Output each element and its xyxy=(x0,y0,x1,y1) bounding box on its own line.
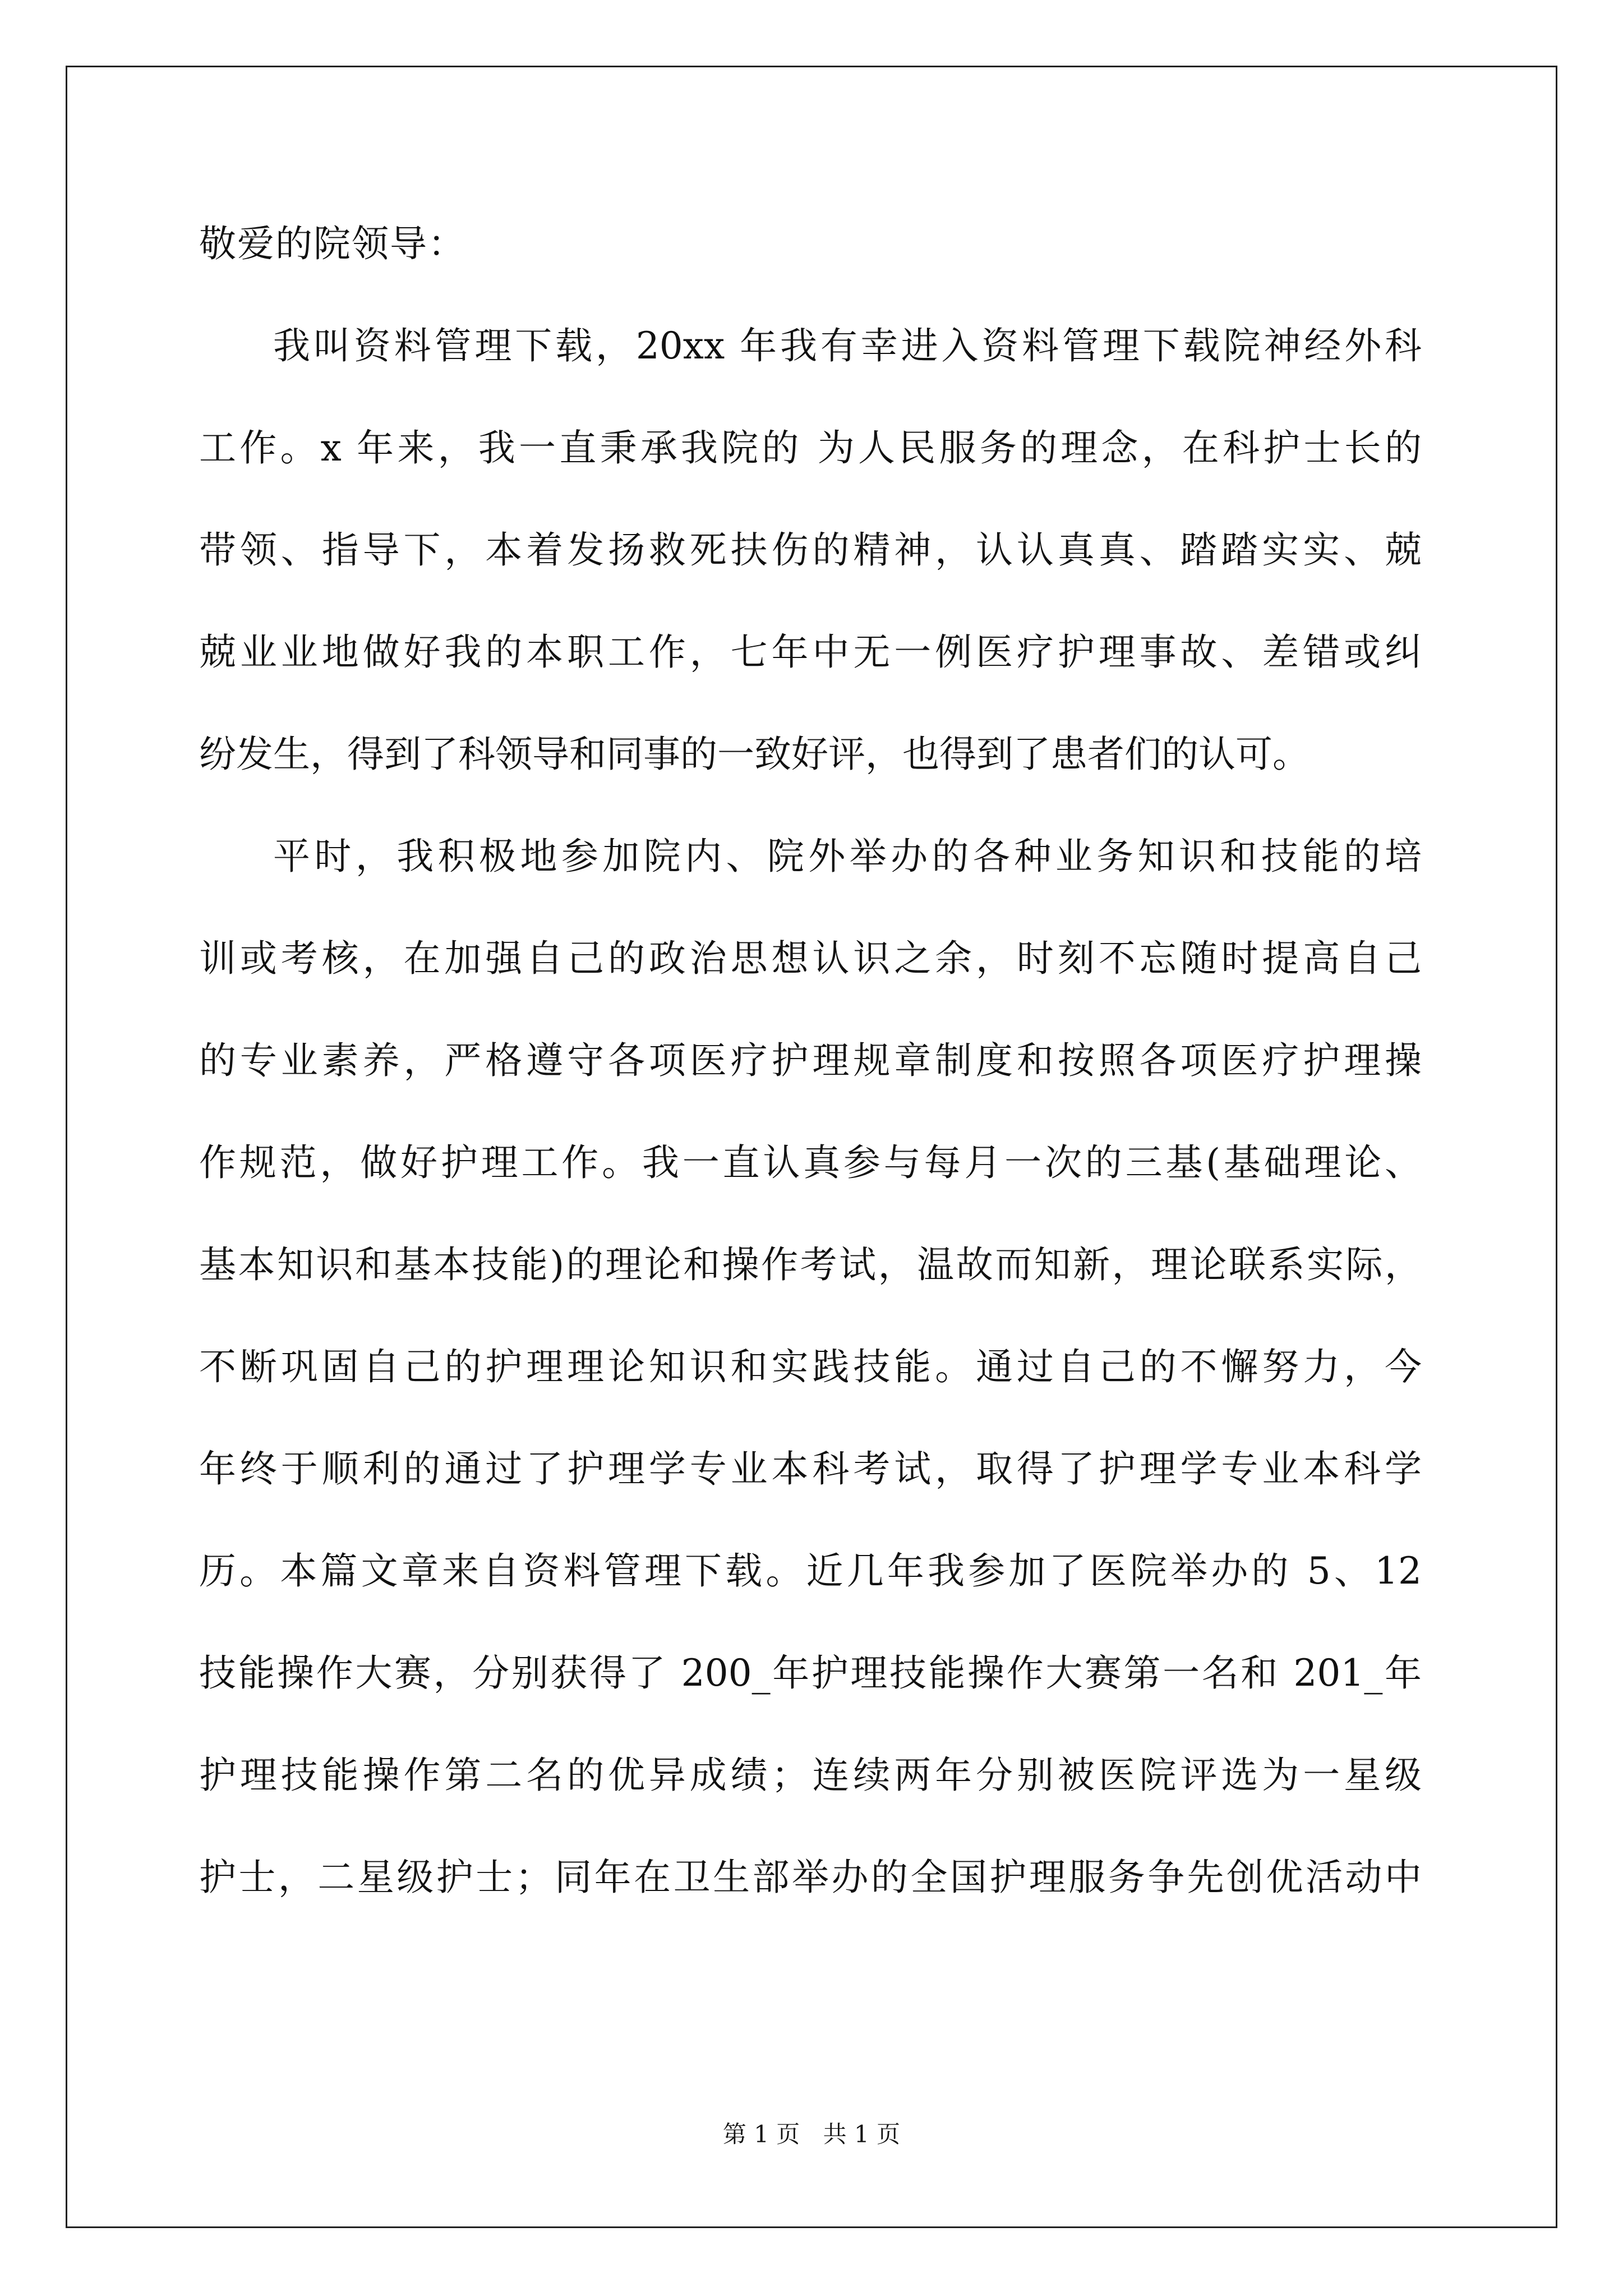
paragraph-line: 年终于顺利的通过了护理学专业本科考试，取得了护理学专业本科学 xyxy=(199,1447,1422,1490)
page-total: 共 1 页 xyxy=(823,2120,901,2148)
paragraph-line: 护理技能操作第二名的优异成绩；连续两年分别被医院评选为一星级 xyxy=(199,1754,1422,1797)
page-footer xyxy=(0,2120,1623,2148)
salutation: 敬爱的院领导： xyxy=(199,222,466,265)
paragraph-line: 平时，我积极地参加院内、院外举办的各种业务知识和技能的培 xyxy=(273,835,1422,878)
document-body xyxy=(199,216,1422,1952)
paragraph-line: 的专业素养，严格遵守各项医疗护理规章制度和按照各项医疗护理操 xyxy=(199,1039,1422,1082)
paragraph-line: 技能操作大赛，分别获得了 200_年护理技能操作大赛第一名和 201_年 xyxy=(199,1651,1422,1695)
paragraph-line: 带领、指导下，本着发扬救死扶伤的精神，认认真真、踏踏实实、兢 xyxy=(199,528,1422,572)
paragraph-2 xyxy=(199,829,1422,1906)
paragraph-line: 护士，二星级护士；同年在卫生部举办的全国护理服务争先创优活动中 xyxy=(199,1856,1422,1899)
paragraph-line: 作规范，做好护理工作。我一直认真参与每月一次的三基(基础理论、 xyxy=(199,1141,1422,1184)
paragraph-line: 纷发生，得到了科领导和同事的一致好评，也得到了患者们的认可。 xyxy=(199,733,1310,776)
paragraph-line: 训或考核，在加强自己的政治思想认识之余，时刻不忘随时提高自己 xyxy=(199,937,1422,980)
page-number: 第 1 页 xyxy=(722,2120,800,2148)
paragraph-1 xyxy=(199,318,1422,783)
paragraph-line: 工作。x 年来，我一直秉承我院的 为人民服务的理念，在科护士长的 xyxy=(199,426,1422,470)
paragraph-line: 历。本篇文章来自资料管理下载。近几年我参加了医院举办的 5、12 xyxy=(199,1549,1422,1593)
paragraph-line: 我叫资料管理下载，20xx 年我有幸进入资料管理下载院神经外科 xyxy=(273,324,1422,367)
paragraph-line: 不断巩固自己的护理理论知识和实践技能。通过自己的不懈努力，今 xyxy=(199,1345,1422,1388)
paragraph-line: 兢业业地做好我的本职工作，七年中无一例医疗护理事故、差错或纠 xyxy=(199,631,1422,674)
paragraph-line: 基本知识和基本技能)的理论和操作考试，温故而知新，理论联系实际， xyxy=(199,1243,1422,1286)
